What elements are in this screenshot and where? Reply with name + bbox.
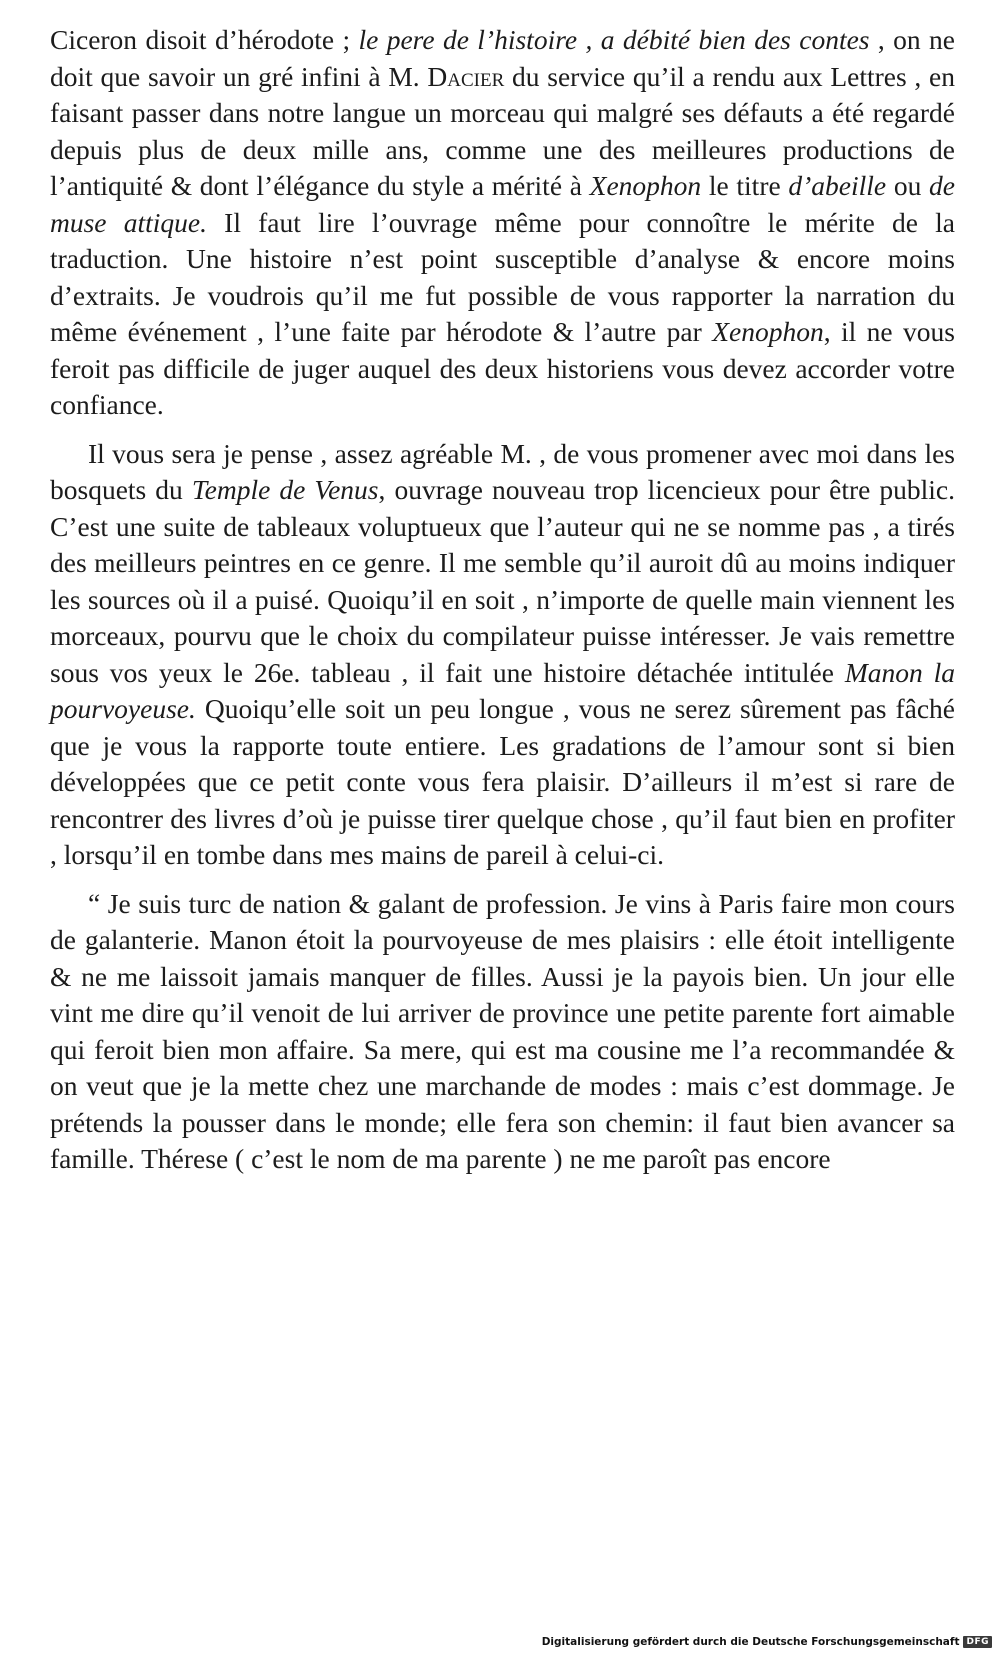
italic-text: d’abeille [788, 170, 887, 201]
paragraph-1 [50, 22, 955, 424]
text-segment: le titre [701, 170, 789, 201]
author-name: M. Dacier [388, 60, 505, 92]
text-segment: , il ne vous feroit pas difficile de juger auquel des deux historiens vous devez accorder votre confiance. [50, 316, 955, 420]
italic-text: Manon la pourvoyeuse. [50, 656, 955, 724]
text-segment: Il vous sera je pense , assez agréable M. , de vous promener avec moi dans les bosquets du [50, 437, 955, 505]
credit-text: Digitalisierung gefördert durch die Deutsche Forschungsgemeinschaft [541, 1636, 960, 1648]
page-text [50, 22, 955, 1178]
italic-text: Xenophon [589, 170, 702, 201]
text-segment: Il faut lire l’ouvrage même pour connoître le mérite de la traduction. Une histoire n’est point susceptible d’analyse & encore moins d’extraits. Je voudrois qu’il me fut possible de vous rapporter la narration du même événement , l’une faite par hérodote & l’autre par [50, 206, 955, 347]
italic-text: Xenophon [712, 316, 824, 347]
text-segment: ou [886, 170, 930, 201]
text-segment: Ciceron disoit d’hérodote ; [50, 24, 359, 55]
italic-text: Temple de Venus [191, 474, 379, 505]
text-segment: Quoiqu’elle soit un peu longue , vous ne serez sûrement pas fâché que je vous la rapporte toute entiere. Les gradations de l’amour sont si bien développées que ce petit conte vous fera plaisir. D’ailleurs il m’est si rare de rencontrer des livres d’où je puisse tirer quelque chose , qu’il faut bien en profiter , lorsqu’il en tombe dans mes mains de pareil à celui-ci. [50, 693, 955, 870]
text-segment: , on ne doit que savoir un gré infini à [50, 24, 955, 92]
text-segment: “ Je suis turc de nation & galant de profession. Je vins à Paris faire mon cours de galanterie. Manon étoit la pourvoyeuse de mes plaisirs : elle étoit intelligente & ne me laissoit jamais manquer de filles. Aussi je la payois bien. Un jour elle vint me dire qu’il venoit de lui arriver de province une petite parente fort aimable qui feroit bien mon affaire. Sa mere, qui est ma cousine me l’a recommandée & on veut que je la mette chez une marchande de modes : mais c’est dommage. Je prétends la pousser dans le monde; elle fera son chemin: il faut bien avancer sa famille. Thérese ( c’est le nom de ma parente ) ne me paroît pas encore [50, 887, 955, 1174]
italic-text: le pere de l’histoire , a débité bien des contes [358, 24, 870, 55]
paragraph-2 [50, 436, 955, 874]
paragraph-3 [50, 886, 955, 1178]
digitization-credit [542, 1634, 992, 1650]
dfg-logo-icon: DFG [963, 1636, 992, 1648]
text-segment: , ouvrage nouveau trop licencieux pour être public. C’est une suite de tableaux voluptueux que l’auteur qui ne se nomme pas , a tirés des meilleurs peintres en ce genre. Il me semble qu’il auroit dû au moins indiquer les sources où il a puisé. Quoiqu’il en soit , n’importe de quelle main viennent les morceaux, pourvu que le choix du compilateur puisse intéresser. Je vais remettre sous vos yeux le 26e. tableau , il fait une histoire détachée intitulée [50, 474, 956, 688]
text-segment: du service qu’il a rendu aux Lettres , en faisant passer dans notre langue un morceau qui malgré ses défauts a été regardé depuis plus de deux mille ans, comme une des meilleures productions de l’antiquité & dont l’élégance du style a mérité à [50, 60, 956, 201]
italic-text: de muse attique. [50, 170, 956, 238]
